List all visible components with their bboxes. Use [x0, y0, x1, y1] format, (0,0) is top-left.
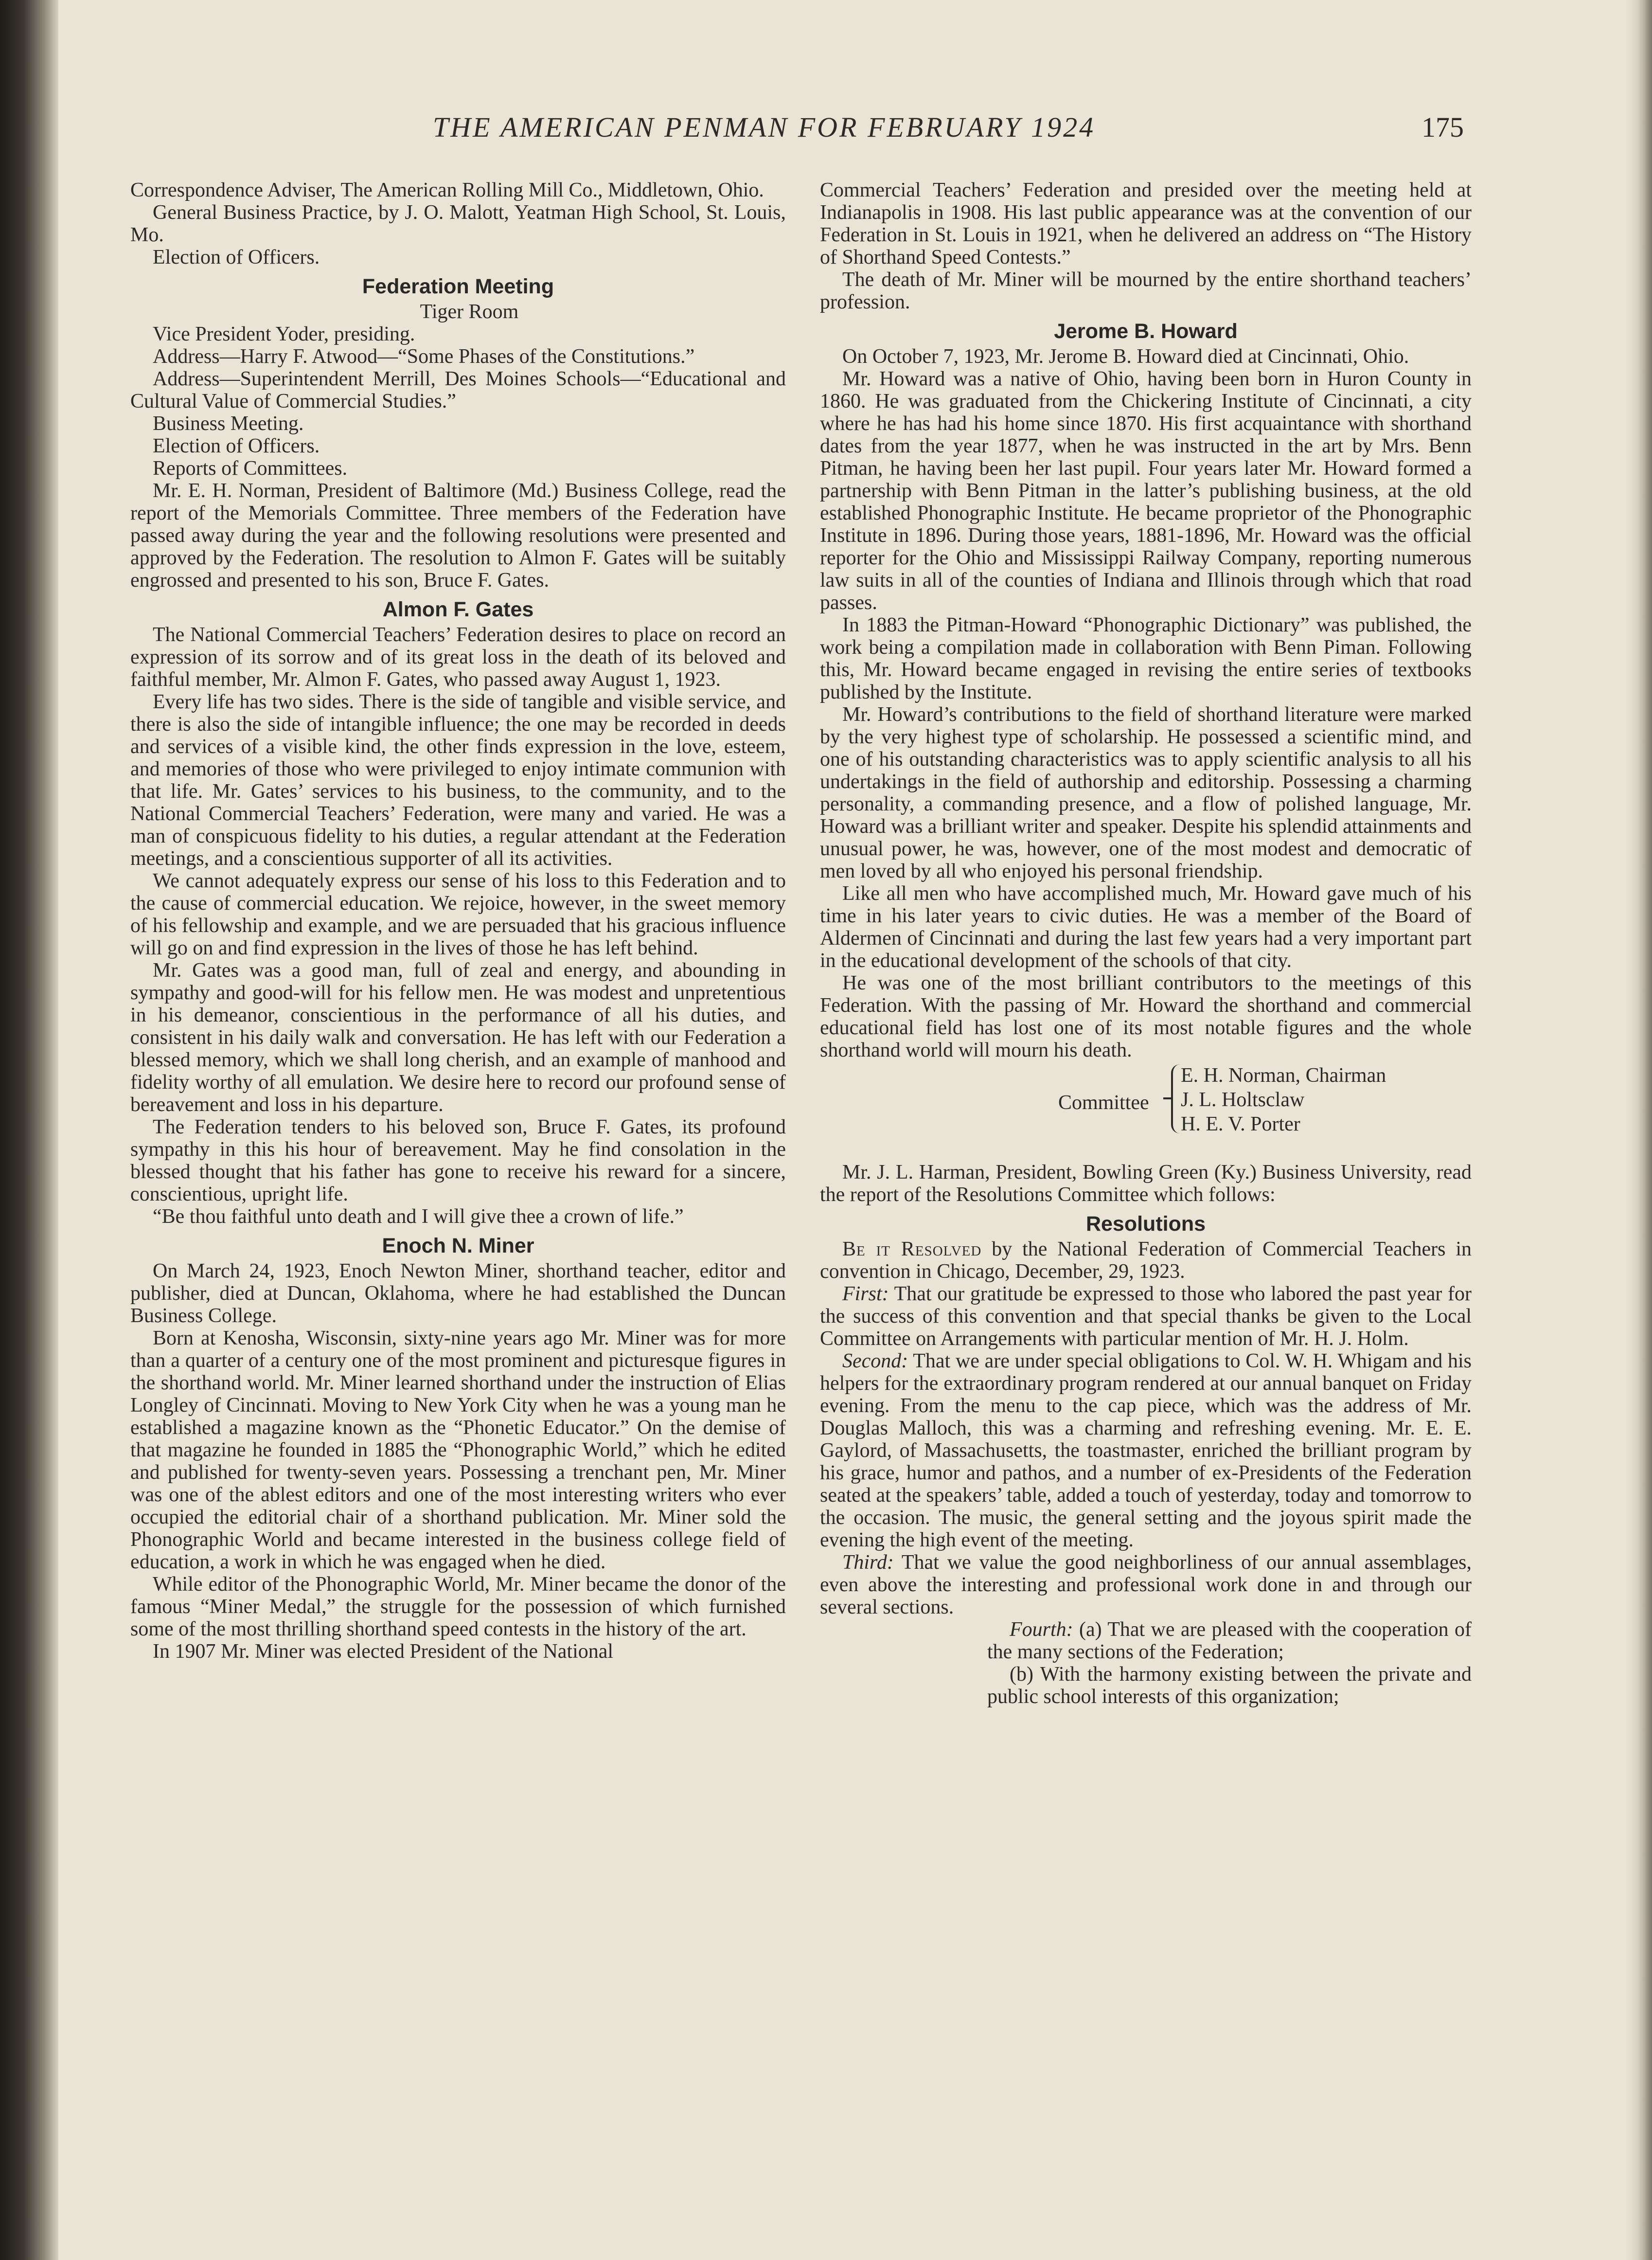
paragraph: The Federation tenders to his beloved son, Bruce F. Gates, its profound sympathy in this his hour of bereavement. May he find consolation in the blessed thought that his father has gone to receive his reward for a sincere, conscientious, upright life. — [130, 1116, 786, 1205]
right-column — [820, 179, 1472, 1708]
paragraph: Mr. Howard’s contributions to the field of shorthand literature were marked by the very highest type of scholarship. He possessed a scientific mind, and one of his outstanding characteristics was to apply scientific analysis to all his undertakings in the field of authorship and editorship. Possessing a charming personality, a commanding presence, and a flow of polished language, Mr. Howard was a brilliant writer and speaker. Despite his splendid attainments and unusual power, he was, however, one of the most modest and democratic of men loved by all who enjoyed his personal friendship. — [820, 703, 1472, 882]
resolution-text: by the National Federation of Commercial Teachers in convention in Chicago, December, 29, 1923. — [820, 1238, 1472, 1283]
paragraph: In 1883 the Pitman-Howard “Phonographic Dictionary” was published, the work being a compilation made in collaboration with Benn Piman. Following this, Mr. Howard became engaged in revising the entire series of textbooks published by the Institute. — [820, 614, 1472, 703]
brace-tip — [1163, 1097, 1172, 1099]
resolution-fourth-a — [820, 1618, 1472, 1663]
resolution-label: Fourth: — [1010, 1618, 1073, 1641]
resolution-text: That our gratitude be expressed to those who labored the past year for the success of this convention and that special thanks be given to the Local Committee on Arrangements with particular mention of Mr. H. J. Holm. — [820, 1283, 1472, 1350]
paragraph: Election of Officers. — [153, 246, 320, 269]
paragraph: Address—Harry F. Atwood—“Some Phases of the Constitutions.” — [153, 345, 695, 368]
resolution-first — [820, 1283, 1472, 1350]
resolution-text: (a) That we are pleased with the cooperation of the many sections of the Federation; — [987, 1618, 1472, 1663]
brace-icon — [1171, 1064, 1180, 1133]
paragraph: Mr. E. H. Norman, President of Baltimore (Md.) Business College, read the report of the Memorials Committee. Three members of the Federation have passed away during the year and the following resolutions were presented and approved by the Federation. The resolution to Almon F. Gates will be suitably engrossed and presented to his son, Bruce F. Gates. — [130, 480, 786, 592]
committee-members — [1181, 1063, 1386, 1136]
page-edge-shadow — [1625, 0, 1652, 2260]
paragraph: On March 24, 1923, Enoch Newton Miner, shorthand teacher, editor and publisher, died at Duncan, Oklahoma, where he had established the Duncan Business College. — [130, 1260, 786, 1327]
left-column — [130, 179, 786, 1663]
paragraph: Mr. Howard was a native of Ohio, having been born in Huron County in 1860. He was graduated from the Chickering Institute of Cincinnati, a city where he has had his home since 1870. His first acquaintance with shorthand dates from the year 1877, when he was instructed in the art by Mrs. Benn Pitman, he having been her last pupil. Four years later Mr. Howard formed a partnership with Benn Pitman in the latter’s publishing business, at the old established Phonographic Institute. He became proprietor of the Phonographic Institute in 1896. During those years, 1881-1896, Mr. Howard was the official reporter for the Ohio and Mississippi Railway Company, reporting numerous law suits in all of the counties of Indiana and Illinois through which that road passes. — [820, 368, 1472, 614]
section-heading-almon-gates: Almon F. Gates — [382, 598, 534, 621]
paragraph: We cannot adequately express our sense of his loss to this Federation and to the cause of commercial education. We rejoice, however, in the sweet memory of his fellowship and example, and we are persuaded that his gracious influence will go on and find expression in the lives of those he has left behind. — [130, 870, 786, 959]
section-heading-enoch-miner: Enoch N. Miner — [382, 1234, 534, 1257]
committee-member: J. L. Holtsclaw — [1181, 1089, 1305, 1111]
committee-member: E. H. Norman, Chairman — [1181, 1064, 1386, 1087]
section-heading-resolutions: Resolutions — [1085, 1212, 1206, 1236]
section-heading-federation-meeting: Federation Meeting — [362, 275, 554, 298]
resolution-label: Second: — [842, 1350, 908, 1372]
resolution-label: Third: — [842, 1551, 894, 1574]
page-number: 175 — [1421, 111, 1464, 143]
room-subheading: Tiger Room — [420, 301, 519, 323]
paragraph: Election of Officers. — [153, 435, 320, 457]
paragraph: Commercial Teachers’ Federation and presided over the meeting held at Indianapolis in 1908. His last public appearance was at the convention of our Federation in St. Louis in 1921, when he delivered an address on “The History of Shorthand Speed Contests.” — [820, 179, 1472, 269]
paragraph: The death of Mr. Miner will be mourned by the entire shorthand teachers’ profession. — [820, 269, 1472, 313]
resolution-text: That we are under special obligations to Col. W. H. Whigam and his helpers for the extraordinary program rendered at our annual banquet on Friday evening. From the menu to the cap piece, which was the address of Mr. Douglas Malloch, this was a charming and refreshing evening. Mr. E. E. Gaylord, of Massachusetts, the toastmaster, enriched the brilliant program by his grace, humor and pathos, and a number of ex-Presidents of the Federation seated at the speakers’ table, added a touch of yesterday, today and tomorrow to the occasion. The music, the general setting and the joyous spirit made the evening the high event of the meeting. — [820, 1350, 1472, 1551]
paragraph: Business Meeting. — [153, 413, 304, 435]
running-head: THE AMERICAN PENMAN FOR FEBRUARY 1924 — [433, 111, 1096, 143]
resolution-third — [820, 1551, 1472, 1618]
paragraph: He was one of the most brilliant contributors to the meetings of this Federation. With the passing of Mr. Howard the shorthand and commercial educational field has lost one of its most notable figures and the whole shorthand world will mourn his death. — [820, 972, 1472, 1061]
paragraph: While editor of the Phonographic World, Mr. Miner became the donor of the famous “Miner Medal,” the struggle for the possession of which furnished some of the most thrilling shorthand speed contests in the history of the art. — [130, 1573, 786, 1640]
committee-signature — [820, 1063, 1472, 1144]
paragraph: Vice President Yoder, presiding. — [153, 323, 415, 345]
resolution-text: That we value the good neighborliness of our annual assemblages, even above the interesting and professional work done in and through our several sections. — [820, 1551, 1472, 1618]
paragraph: Born at Kenosha, Wisconsin, sixty-nine years ago Mr. Miner was for more than a quarter of a century one of the most prominent and picturesque figures in the shorthand world. Mr. Miner learned shorthand under the instruction of Elias Longley of Cincinnati. Moving to New York City when he was a young man he established a magazine known as the “Phonetic Educator.” On the demise of that magazine he founded in 1885 the “Phonographic World,” which he edited and published for twenty-seven years. Possessing a trenchant pen, Mr. Miner was one of the ablest editors and one of the most interesting writers who ever occupied the editorial chair of a shorthand publication. Mr. Miner sold the Phonographic World and became interested in the business college field of education, a work in which he was engaged when he died. — [130, 1327, 786, 1573]
paragraph: Address—Superintendent Merrill, Des Moines Schools—“Educational and Cultural Value of Commercial Studies.” — [130, 368, 786, 413]
section-heading-jerome-howard: Jerome B. Howard — [1054, 320, 1238, 343]
paragraph: Mr. Gates was a good man, full of zeal and energy, and abounding in sympathy and good-will for his fellow men. He was modest and unpretentious in his demeanor, conscientious in the performance of all his duties, and consistent in his daily walk and conversation. He has left with our Federation a blessed memory, which we shall long cherish, and an example of manhood and fidelity worthy of all emulation. We desire here to record our profound sense of bereavement and loss in his departure. — [130, 959, 786, 1116]
paragraph: The National Commercial Teachers’ Federation desires to place on record an expression of its sorrow and of its great loss in the death of its beloved and faithful member, Mr. Almon F. Gates, who passed away August 1, 1923. — [130, 624, 786, 691]
paragraph: In 1907 Mr. Miner was elected President of the National — [153, 1640, 614, 1663]
resolution-fourth-b: (b) With the harmony existing between the private and public school interests of this organization; — [987, 1663, 1472, 1708]
paragraph: General Business Practice, by J. O. Malott, Yeatman High School, St. Louis, Mo. — [130, 201, 786, 246]
paragraph: Every life has two sides. There is the side of tangible and visible service, and there is also the side of intangible influence; the one may be recorded in deeds and services of a visible kind, the other finds expression in the love, esteem, and memories of those who were privileged to enjoy intimate communion with that life. Mr. Gates’ services to his business, to the community, and to the National Commercial Teachers’ Federation, were many and varied. He was a man of conspicuous fidelity to his duties, a regular attendant at the Federation meetings, and a conscientious supporter of all its activities. — [130, 691, 786, 870]
paragraph: Reports of Committees. — [153, 457, 348, 480]
committee-member: H. E. V. Porter — [1181, 1113, 1300, 1135]
resolution-preamble — [820, 1238, 1472, 1283]
page-header — [122, 107, 1464, 151]
resolution-label: First: — [842, 1283, 889, 1305]
paragraph: Correspondence Adviser, The American Rolling Mill Co., Middletown, Ohio. — [130, 179, 764, 201]
paragraph: On October 7, 1923, Mr. Jerome B. Howard died at Cincinnati, Ohio. — [842, 345, 1409, 368]
committee-label: Committee — [1058, 1092, 1149, 1114]
paragraph: Mr. J. L. Harman, President, Bowling Green (Ky.) Business University, read the report of the Resolutions Committee which follows: — [820, 1161, 1472, 1206]
resolved-label: Be it Resolved — [842, 1238, 982, 1260]
paragraph: “Be thou faithful unto death and I will give thee a crown of life.” — [153, 1205, 684, 1228]
book-spine-shadow — [0, 0, 58, 2260]
resolution-second — [820, 1350, 1472, 1551]
paragraph: Like all men who have accomplished much, Mr. Howard gave much of his time in his later years to civic duties. He was a member of the Board of Aldermen of Cincinnati and during the last few years had a very important part in the educational development of the schools of that city. — [820, 882, 1472, 972]
